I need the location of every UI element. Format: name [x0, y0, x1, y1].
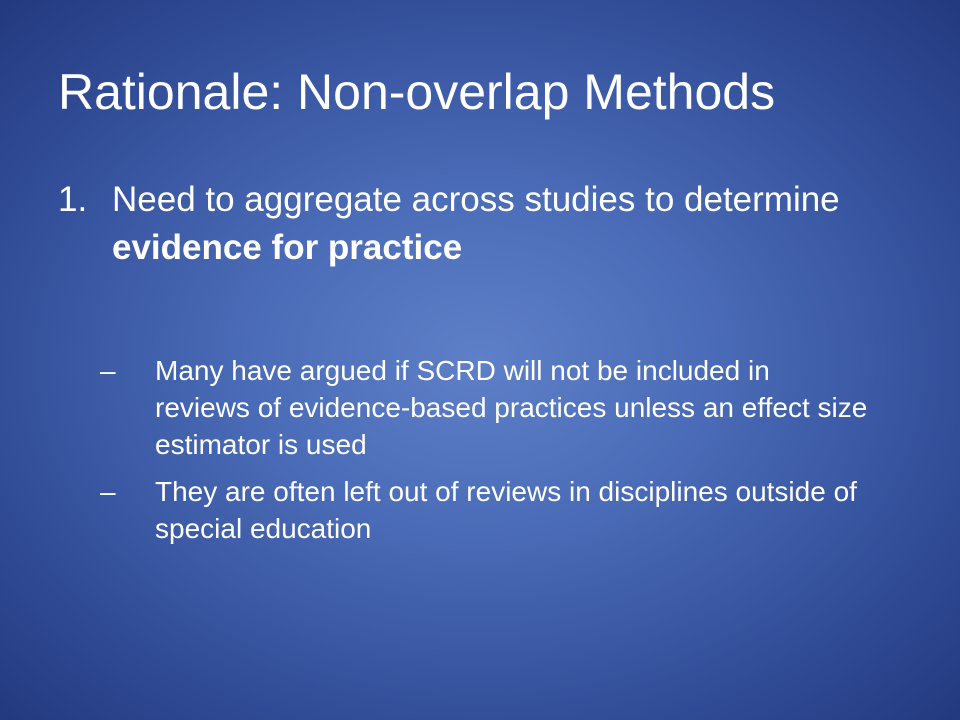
point-text-plain: Need to aggregate across studies to determine	[112, 180, 840, 219]
sub-bullet-item	[100, 352, 870, 463]
sub-bullet-item	[100, 473, 870, 547]
sub-bullet-text: Many have argued if SCRD will not be included in reviews of evidence-based practices unless an effect size estimator is used	[155, 355, 868, 460]
sub-bullet-list	[100, 352, 870, 557]
point-number: 1.	[58, 180, 88, 219]
dash-bullet: –	[100, 355, 116, 386]
slide-title: Rationale: Non-overlap Methods	[58, 64, 776, 120]
sub-bullet-text: They are often left out of reviews in disciplines outside of special education	[155, 476, 857, 544]
point-text-bold: evidence for practice	[112, 228, 463, 267]
dash-bullet: –	[100, 476, 116, 507]
numbered-point	[58, 176, 848, 272]
point-text	[112, 176, 848, 272]
